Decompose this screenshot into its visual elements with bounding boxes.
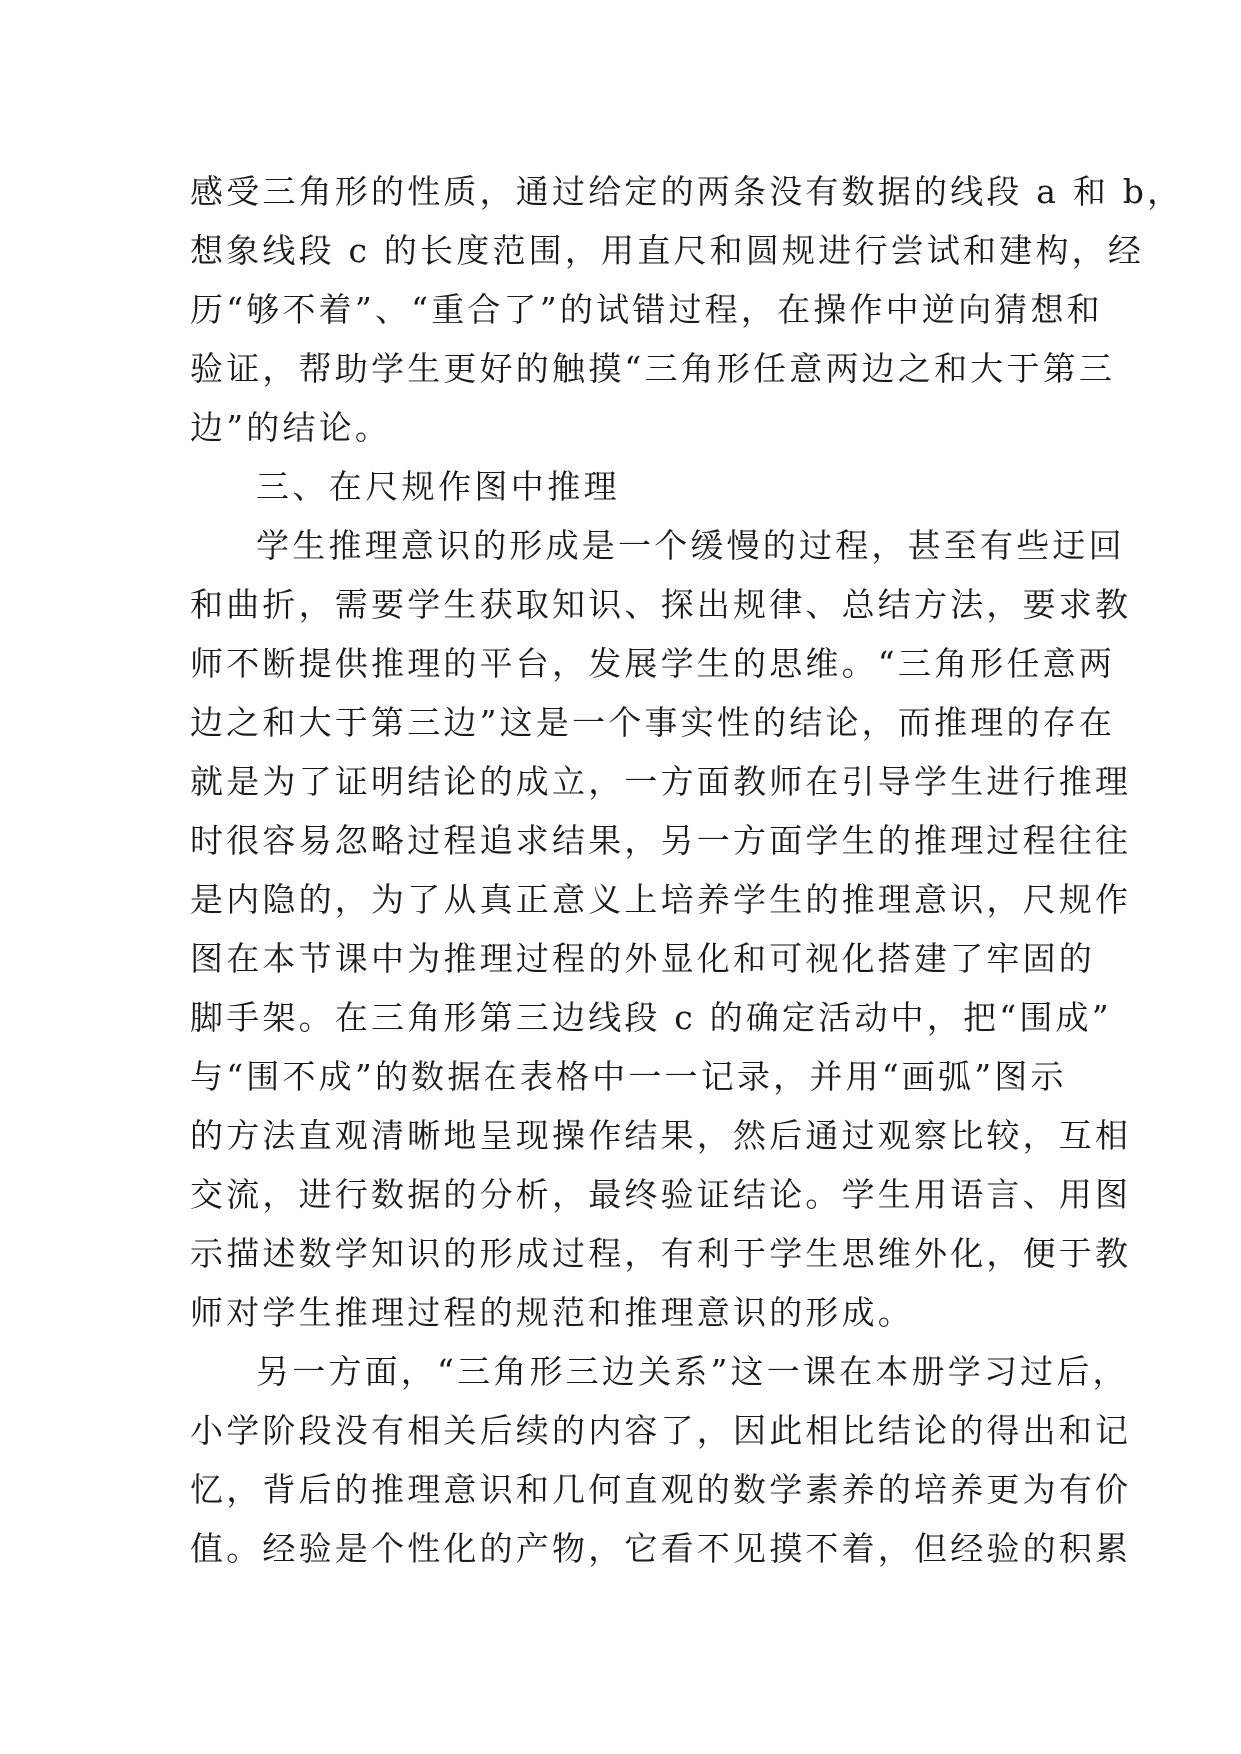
text-line: 忆，背后的推理意识和几何直观的数学素养的培养更为有价: [190, 1470, 1132, 1509]
text-line: 历“够不着”、“重合了”的试错过程，在操作中逆向猜想和: [190, 290, 1103, 329]
text-line: 另一方面，“三角形三边关系”这一课在本册学习过后，: [256, 1352, 1129, 1391]
text-line: 边之和大于第三边”这是一个事实性的结论，而推理的存在: [190, 703, 1116, 742]
text-line: 与“围不成”的数据在表格中一一记录，并用“画弧”图示: [190, 1057, 1067, 1096]
text-line: 和曲折，需要学生获取知识、探出规律、总结方法，要求教: [190, 585, 1132, 624]
text-line: 师对学生推理过程的规范和推理意识的形成。: [190, 1293, 914, 1332]
paragraph-2: [190, 516, 1132, 1342]
text-line: 就是为了证明结论的成立，一方面教师在引导学生进行推理: [190, 762, 1132, 801]
text-line: 的方法直观清晰地呈现操作结果，然后通过观察比较，互相: [190, 1116, 1132, 1155]
text-line: 值。经验是个性化的产物，它看不见摸不着，但经验的积累: [190, 1529, 1132, 1568]
text-line: 感受三角形的性质，通过给定的两条没有数据的线段 a 和 b，: [190, 172, 1184, 211]
text-line: 想象线段 c 的长度范围，用直尺和圆规进行尝试和建构，经: [190, 231, 1145, 270]
paragraph-1: [190, 162, 1184, 457]
section-heading: [190, 457, 1060, 516]
text-line: 图在本节课中为推理过程的外显化和可视化搭建了牢固的: [190, 939, 1095, 978]
text-line: 小学阶段没有相关后续的内容了，因此相比结论的得出和记: [190, 1411, 1132, 1450]
text-line: 时很容易忽略过程追求结果，另一方面学生的推理过程往往: [190, 821, 1132, 860]
text-line: 交流，进行数据的分析，最终验证结论。学生用语言、用图: [190, 1175, 1132, 1214]
text-line: 师不断提供推理的平台，发展学生的思维。“三角形任意两: [190, 644, 1116, 683]
text-line: 学生推理意识的形成是一个缓慢的过程，甚至有些迂回: [256, 526, 1125, 565]
text-line: 是内隐的，为了从真正意义上培养学生的推理意识，尺规作: [190, 880, 1132, 919]
text-line: 验证，帮助学生更好的触摸“三角形任意两边之和大于第三: [190, 349, 1116, 388]
document-body: [190, 162, 1184, 1578]
section-heading-text: 三、在尺规作图中推理: [256, 467, 620, 506]
text-line: 示描述数学知识的形成过程，有利于学生思维外化，便于教: [190, 1234, 1132, 1273]
paragraph-3: [190, 1342, 1132, 1578]
text-line: 边”的结论。: [190, 408, 392, 447]
text-line: 脚手架。在三角形第三边线段 c 的确定活动中，把“围成”: [190, 998, 1112, 1037]
